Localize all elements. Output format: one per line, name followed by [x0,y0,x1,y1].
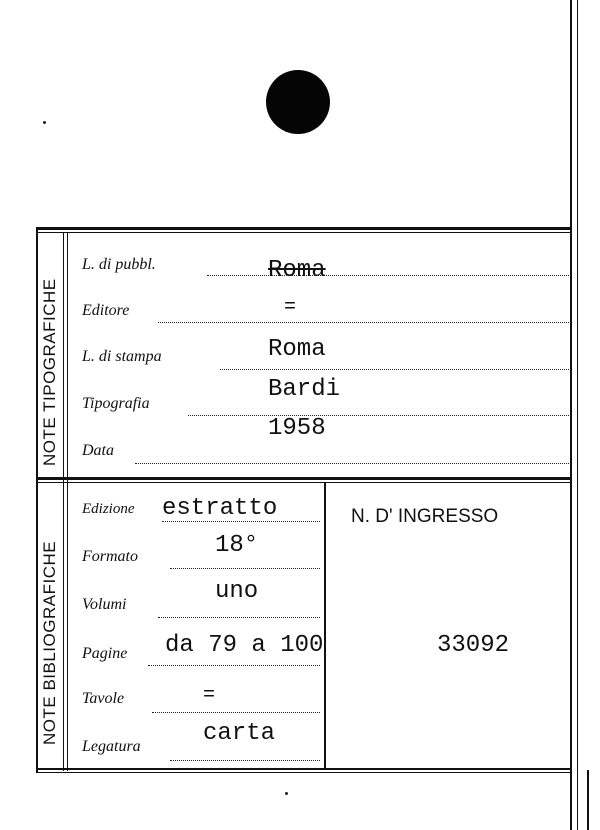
label-luogo-pubblicazione: L. di pubbl. [82,256,156,273]
form-left-border [36,227,38,773]
label-editore: Editore [82,302,130,319]
speck [285,792,288,795]
label-pagine: Pagine [82,645,128,662]
value-tipografia: Bardi [268,376,341,403]
ingresso-number: 33092 [437,632,510,659]
field-line [207,275,569,276]
form-top-border [36,227,572,230]
value-editore: = [284,296,297,319]
label-legatura: Legatura [82,738,141,755]
field-line [170,760,320,761]
form-bottom-border [36,772,572,773]
section-divider [63,233,64,771]
ingresso-divider [324,483,326,770]
section-divider [67,233,68,771]
label-data: Data [82,442,114,459]
field-line [135,463,569,464]
ingresso-label: N. D' INGRESSO [351,506,499,527]
label-volumi: Volumi [82,596,127,613]
value-data: 1958 [268,415,326,442]
section-separator [36,477,572,480]
field-line [220,369,569,370]
label-tavole: Tavole [82,690,125,707]
label-luogo-stampa: L. di stampa [82,348,162,365]
card-edge-line [577,0,578,830]
field-line [170,568,320,569]
field-line [152,712,320,713]
punch-hole [266,70,330,134]
card-edge-line [570,0,572,830]
value-legatura: carta [203,720,276,747]
value-formato: 18° [215,532,259,559]
section-title-bibliografiche: NOTE BIBLIOGRAFICHE [40,540,59,745]
value-luogo-pubblicazione: Roma [268,257,326,284]
label-tipografia: Tipografia [82,395,150,412]
field-line [148,665,320,666]
field-line [158,322,569,323]
label-formato: Formato [82,548,138,565]
label-edizione: Edizione [82,501,135,517]
value-volumi: uno [215,578,259,605]
speck [43,121,46,124]
field-line [158,617,320,618]
value-luogo-stampa: Roma [268,336,326,363]
card-edge-line [587,770,589,830]
value-edizione: estratto [162,495,278,522]
section-title-tipografiche: NOTE TIPOGRAFICHE [40,278,59,466]
form-bottom-border [36,768,572,770]
value-pagine: da 79 a 100 [165,632,324,659]
section-separator [36,482,572,483]
value-tavole: = [203,684,216,707]
form-top-border [36,232,572,233]
field-line [188,415,569,416]
